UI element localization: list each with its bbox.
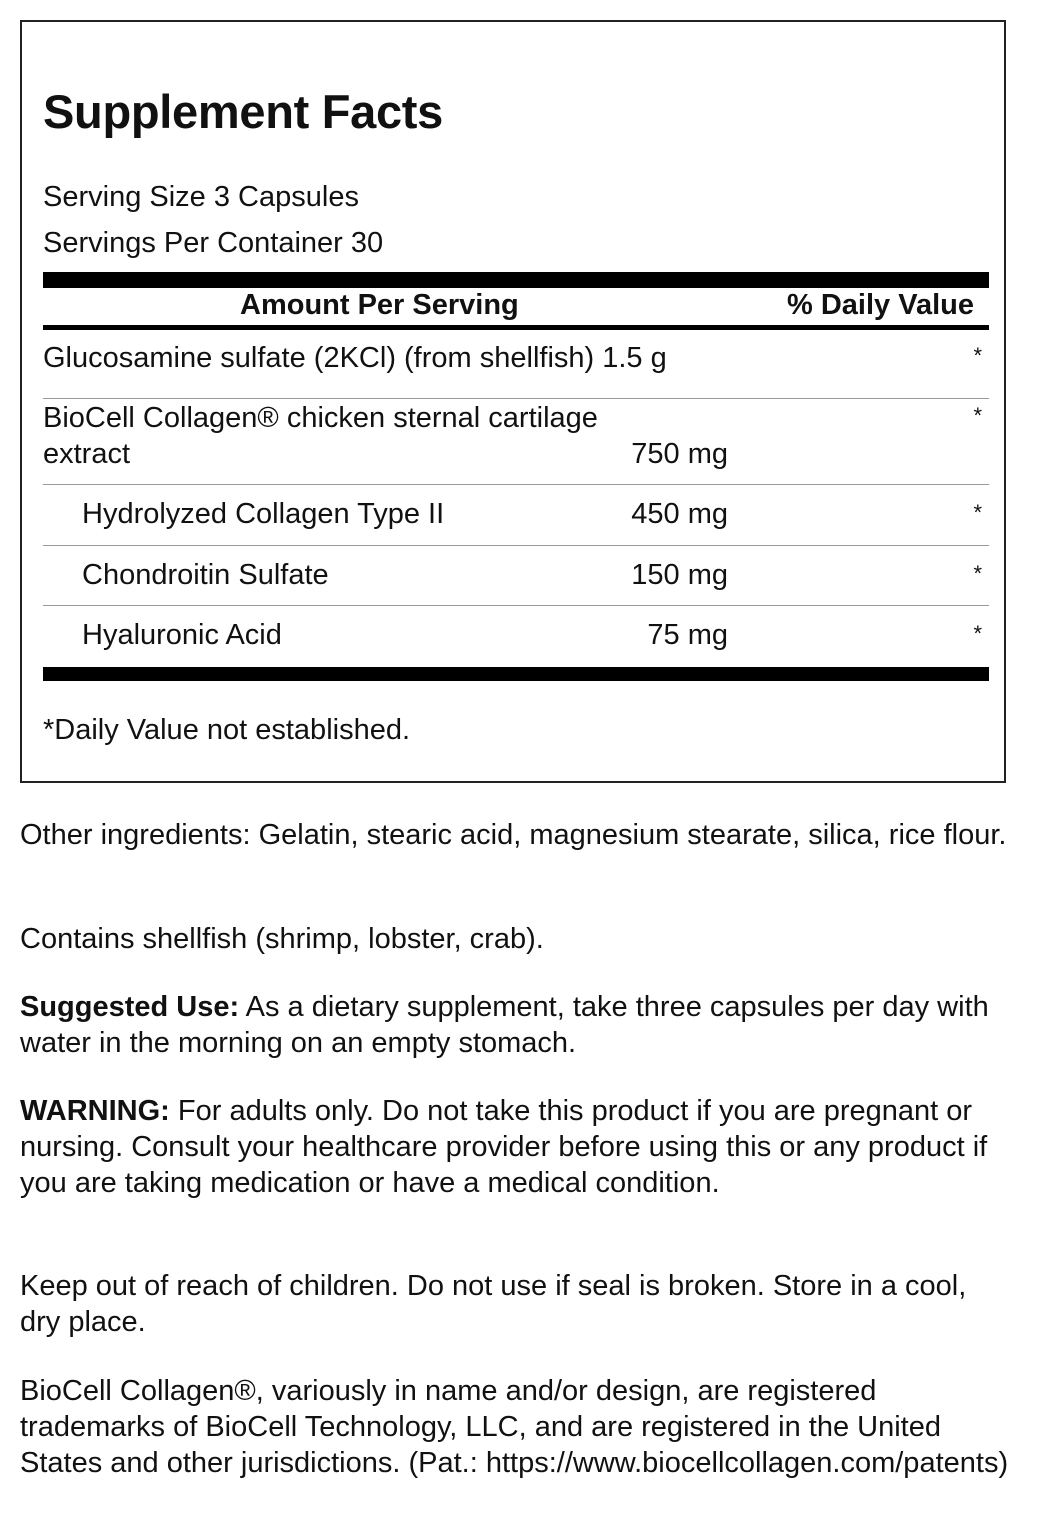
servings-per-container: Servings Per Container 30 xyxy=(43,227,384,259)
bottom-thick-rule xyxy=(43,667,989,681)
table-row-dv: * xyxy=(973,561,982,586)
table-row-name: Hyaluronic Acid xyxy=(82,619,282,651)
suggested-use-text: As a dietary supplement, take three capsules per day with water in the morning on an empty stomach. xyxy=(20,991,989,1059)
row-divider xyxy=(43,484,989,485)
header-rule xyxy=(43,325,989,330)
serving-size: Serving Size 3 Capsules xyxy=(43,181,359,213)
warning-text: For adults only. Do not take this product if you are pregnant or nursing. Consult your healthcare provider before using this or any product if you are taking medication or have a medical condition. xyxy=(20,1095,988,1199)
supplement-facts-panel xyxy=(20,20,1006,783)
suggested-use xyxy=(20,989,1010,1061)
table-row-amount: 150 mg xyxy=(631,559,728,591)
table-row-dv: * xyxy=(973,343,982,368)
table-row-name: Chondroitin Sulfate xyxy=(82,559,329,591)
table-row-name: BioCell Collagen® chicken sternal cartilage xyxy=(43,402,598,434)
table-row-name: Glucosamine sulfate (2KCl) (from shellfish) 1.5 g xyxy=(43,342,667,374)
daily-value-header: % Daily Value xyxy=(787,289,974,321)
warning-label: WARNING: xyxy=(20,1095,170,1127)
storage-statement: Keep out of reach of children. Do not use if seal is broken. Store in a cool, dry place. xyxy=(20,1270,967,1338)
row-divider xyxy=(43,605,989,606)
table-row-dv: * xyxy=(973,403,982,428)
top-thick-rule xyxy=(43,272,989,288)
table-row-name: Hydrolyzed Collagen Type II xyxy=(82,498,445,530)
warning xyxy=(20,1093,1010,1201)
row-divider xyxy=(43,398,989,399)
facts-title: Supplement Facts xyxy=(43,85,444,138)
daily-value-footnote: *Daily Value not established. xyxy=(43,714,411,746)
table-row-name-continued: extract xyxy=(43,438,131,470)
table-row-dv: * xyxy=(973,500,982,525)
table-row-amount: 75 mg xyxy=(647,619,728,651)
row-divider xyxy=(43,545,989,546)
suggested-use-label: Suggested Use: xyxy=(20,991,240,1023)
allergen-statement: Contains shellfish (shrimp, lobster, crab). xyxy=(20,923,544,955)
table-row-amount: 750 mg xyxy=(631,438,728,470)
other-ingredients: Other ingredients: Gelatin, stearic acid, magnesium stearate, silica, rice flour. xyxy=(20,819,1007,851)
table-row-amount: 450 mg xyxy=(631,498,728,530)
amount-per-serving-header: Amount Per Serving xyxy=(240,289,519,321)
table-row-dv: * xyxy=(973,621,982,646)
trademark-statement: BioCell Collagen®, variously in name and/or design, are registered trademarks of BioCell Technology, LLC, and are registered in the United States and other jurisdictions. (Pat.: https://www.biocellcollagen.com/patents) xyxy=(20,1375,1009,1479)
